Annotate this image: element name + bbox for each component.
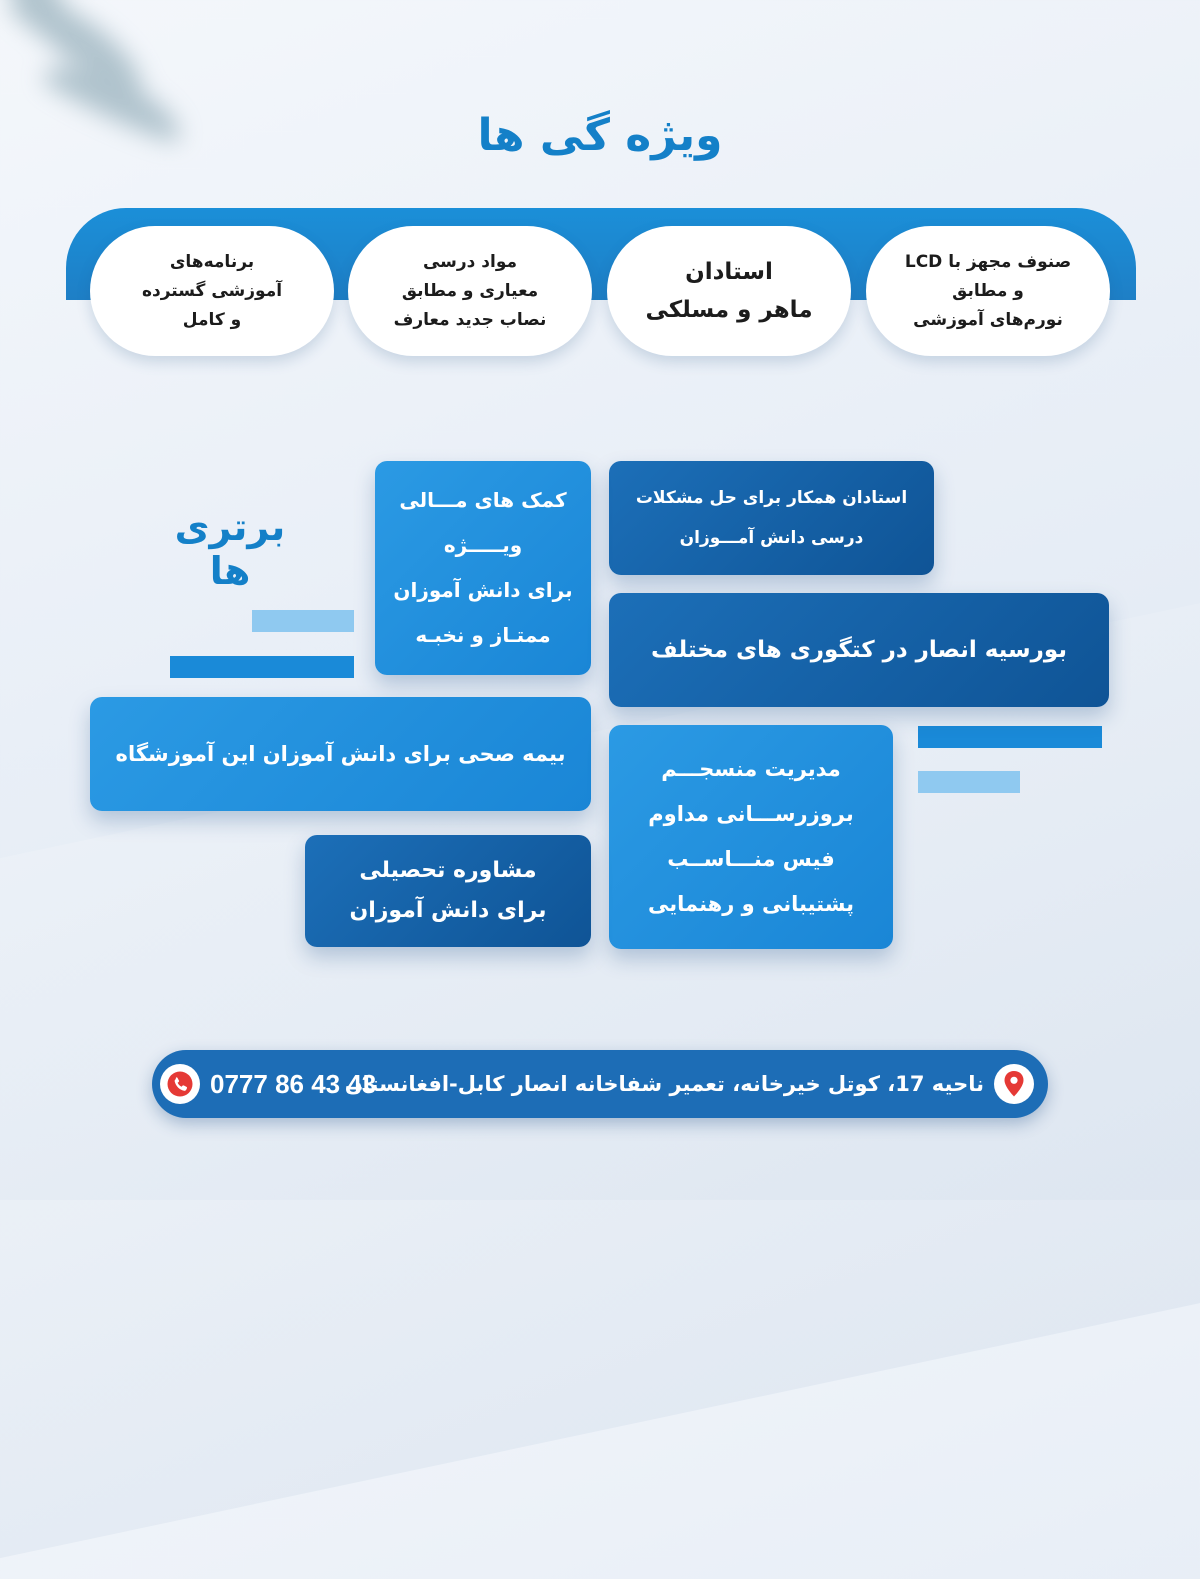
decor-bar bbox=[918, 771, 1020, 793]
feature-line: و مطابق bbox=[952, 280, 1024, 301]
advantage-card-scholarship bbox=[609, 593, 1109, 707]
feature-line: نورم‌های آموزشی bbox=[913, 309, 1063, 330]
location-pin-icon bbox=[994, 1064, 1034, 1104]
feature-line: مواد درسی bbox=[422, 251, 518, 272]
card-line: بورسیه انصار در کتگوری های مختلف bbox=[651, 637, 1067, 663]
card-line: برای دانش آموزان bbox=[393, 578, 573, 602]
advantage-card-management bbox=[609, 725, 893, 949]
feature-line: برنامه‌های bbox=[169, 251, 255, 272]
feature-line: استادان bbox=[685, 259, 773, 285]
card-line: پشتیبانی و رهنمایی bbox=[648, 892, 854, 916]
advantage-card-health-insurance bbox=[90, 697, 591, 811]
decor-bar bbox=[918, 726, 1102, 748]
feature-skilled-teachers bbox=[607, 226, 851, 356]
feature-standard-materials bbox=[348, 226, 592, 356]
features-title: ویژه گی ها bbox=[477, 110, 723, 161]
card-line: درسی دانش آمـــوزان bbox=[679, 528, 864, 548]
card-line: مشاوره تحصیلی bbox=[359, 858, 537, 883]
feature-line: آموزشی گسترده bbox=[141, 280, 283, 301]
contact-bar bbox=[152, 1050, 1048, 1118]
advantage-card-financial-aid bbox=[375, 461, 591, 675]
address-text: ناحیه 17، کوتل خیرخانه، تعمیر شفاخانه انصار کابل-افغانستان bbox=[344, 1072, 984, 1096]
card-line: استادان همکار برای حل مشکلات bbox=[635, 488, 908, 508]
feature-comprehensive-programs bbox=[90, 226, 334, 356]
feature-line: صنوف مجهز با LCD bbox=[904, 251, 1072, 272]
palm-leaf-decoration bbox=[0, 0, 190, 200]
feature-line: نصاب جدید معارف bbox=[393, 309, 547, 330]
card-line: برای دانش آموزان bbox=[349, 898, 547, 923]
card-line: ویـــــژه bbox=[443, 533, 523, 557]
feature-line: ماهر و مسلکی bbox=[645, 297, 813, 323]
card-line: کمک های مـــالی bbox=[399, 488, 567, 512]
card-line: بیمه صحی برای دانش آموزان این آموزشگاه bbox=[115, 742, 566, 766]
phone-number[interactable]: 0777 86 43 43 bbox=[210, 1069, 377, 1099]
advantages-title: برتری ها bbox=[174, 505, 286, 593]
card-line: بروزرســـانی مداوم bbox=[648, 802, 854, 826]
decor-bar bbox=[252, 610, 354, 632]
feature-line: معیاری و مطابق bbox=[401, 280, 539, 301]
card-line: ممتـاز و نخبـه bbox=[415, 623, 551, 647]
advantage-card-counseling bbox=[305, 835, 591, 947]
phone-icon[interactable] bbox=[160, 1064, 200, 1104]
card-line: مدیریت منسجـــم bbox=[661, 757, 841, 781]
card-line: فیس منـــاســب bbox=[667, 847, 835, 871]
feature-lcd-classrooms bbox=[866, 226, 1110, 356]
advantage-card-teachers bbox=[609, 461, 934, 575]
decor-bar bbox=[170, 656, 354, 678]
feature-line: و کامل bbox=[182, 309, 242, 330]
